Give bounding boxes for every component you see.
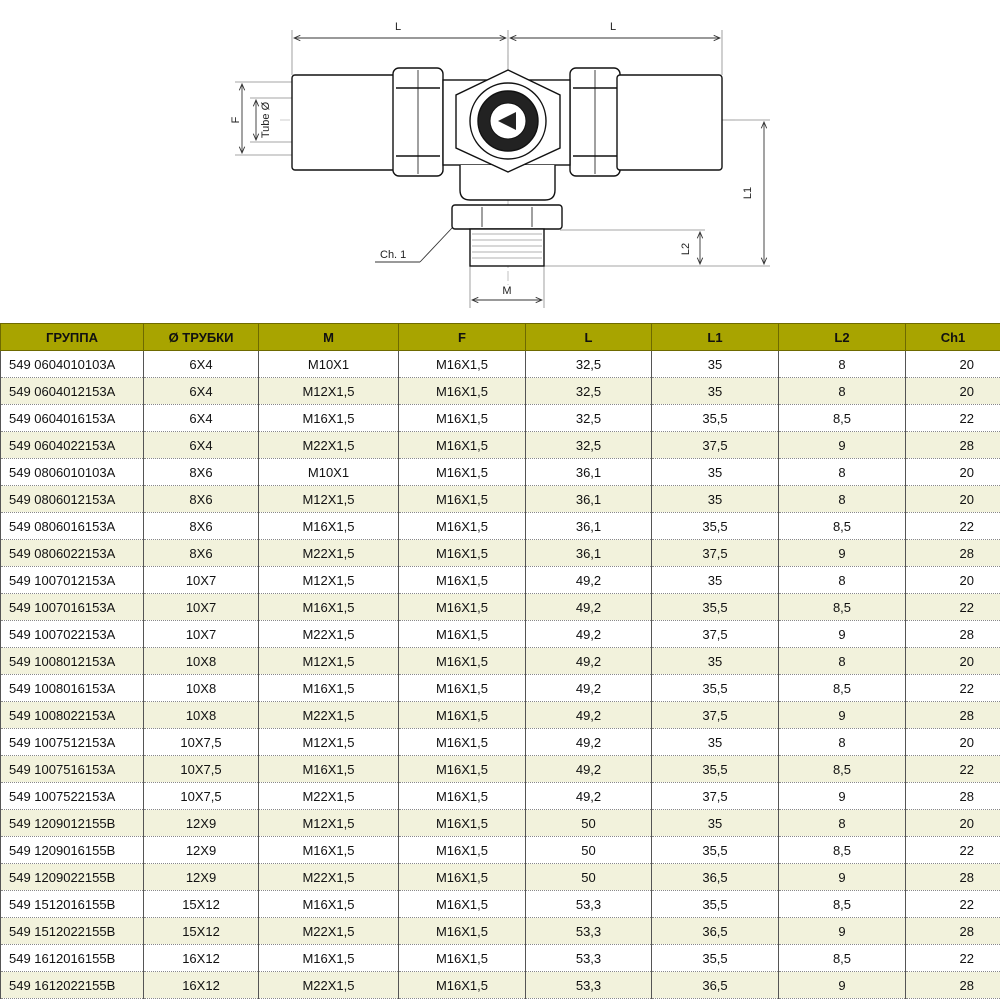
cell-ch1: 22: [906, 675, 1000, 702]
cell-l: 49,2: [526, 567, 652, 594]
cell-ch1: 28: [906, 783, 1000, 810]
cell-l: 49,2: [526, 594, 652, 621]
table-row: [1, 405, 1000, 432]
cell-f: M16X1,5: [399, 459, 526, 486]
cell-f: M16X1,5: [399, 378, 526, 405]
cell-group: 549 1209012155B: [1, 810, 144, 837]
cell-l1: 35: [652, 648, 779, 675]
cell-tube-diameter: 6X4: [144, 351, 259, 378]
cell-group: 549 1007022153A: [1, 621, 144, 648]
cell-f: M16X1,5: [399, 918, 526, 945]
table-row: [1, 621, 1000, 648]
cell-l2: 9: [779, 540, 906, 567]
cell-m: M16X1,5: [259, 675, 399, 702]
cell-ch1: 20: [906, 648, 1000, 675]
cell-l2: 8: [779, 648, 906, 675]
cell-m: M22X1,5: [259, 432, 399, 459]
cell-ch1: 20: [906, 810, 1000, 837]
cell-m: M16X1,5: [259, 513, 399, 540]
cell-group: 549 1209016155B: [1, 837, 144, 864]
cell-l1: 35,5: [652, 675, 779, 702]
cell-l: 32,5: [526, 378, 652, 405]
cell-l2: 8: [779, 810, 906, 837]
cell-ch1: 28: [906, 540, 1000, 567]
fitting-technical-drawing: [0, 0, 1000, 322]
cell-l1: 37,5: [652, 540, 779, 567]
specification-table: [0, 323, 1000, 999]
cell-l2: 8,5: [779, 891, 906, 918]
cell-l: 49,2: [526, 783, 652, 810]
cell-l1: 35: [652, 567, 779, 594]
cell-l: 36,1: [526, 459, 652, 486]
cell-group: 549 1612022155B: [1, 972, 144, 999]
cell-m: M12X1,5: [259, 378, 399, 405]
cell-m: M16X1,5: [259, 837, 399, 864]
table-row: [1, 837, 1000, 864]
table-row: [1, 675, 1000, 702]
cell-l1: 35,5: [652, 594, 779, 621]
table-row: [1, 486, 1000, 513]
cell-tube-diameter: 10X7: [144, 594, 259, 621]
cell-l: 53,3: [526, 918, 652, 945]
cell-l: 36,1: [526, 540, 652, 567]
cell-l1: 36,5: [652, 972, 779, 999]
cell-group: 549 1007016153A: [1, 594, 144, 621]
cell-l2: 9: [779, 432, 906, 459]
table-row: [1, 972, 1000, 999]
cell-tube-diameter: 6X4: [144, 432, 259, 459]
cell-m: M12X1,5: [259, 648, 399, 675]
cell-f: M16X1,5: [399, 810, 526, 837]
cell-tube-diameter: 12X9: [144, 810, 259, 837]
header-l2: L2: [779, 324, 906, 351]
cell-m: M12X1,5: [259, 486, 399, 513]
cell-group: 549 1007516153A: [1, 756, 144, 783]
cell-ch1: 20: [906, 351, 1000, 378]
cell-l: 50: [526, 837, 652, 864]
cell-l1: 35: [652, 378, 779, 405]
cell-l2: 9: [779, 918, 906, 945]
cell-m: M16X1,5: [259, 945, 399, 972]
cell-l2: 8,5: [779, 675, 906, 702]
table-row: [1, 567, 1000, 594]
cell-group: 549 1008012153A: [1, 648, 144, 675]
cell-group: 549 1209022155B: [1, 864, 144, 891]
cell-group: 549 1008016153A: [1, 675, 144, 702]
cell-group: 549 1007522153A: [1, 783, 144, 810]
cell-l2: 9: [779, 864, 906, 891]
cell-f: M16X1,5: [399, 648, 526, 675]
cell-tube-diameter: 10X7: [144, 621, 259, 648]
cell-l2: 9: [779, 621, 906, 648]
table-row: [1, 702, 1000, 729]
cell-tube-diameter: 10X8: [144, 702, 259, 729]
cell-group: 549 0806016153A: [1, 513, 144, 540]
cell-tube-diameter: 8X6: [144, 486, 259, 513]
cell-tube-diameter: 10X7,5: [144, 756, 259, 783]
cell-group: 549 1512022155B: [1, 918, 144, 945]
cell-ch1: 22: [906, 945, 1000, 972]
header-m: M: [259, 324, 399, 351]
header-row: [1, 324, 1000, 351]
header-f: F: [399, 324, 526, 351]
label-L1: L1: [742, 186, 754, 200]
cell-l: 49,2: [526, 702, 652, 729]
cell-l2: 8: [779, 459, 906, 486]
table-row: [1, 729, 1000, 756]
cell-l: 53,3: [526, 972, 652, 999]
cell-l: 50: [526, 810, 652, 837]
cell-f: M16X1,5: [399, 702, 526, 729]
label-Ch: Ch. 1: [380, 249, 407, 261]
cell-l: 49,2: [526, 621, 652, 648]
table-body: [1, 351, 1000, 999]
cell-ch1: 20: [906, 729, 1000, 756]
label-F: F: [230, 116, 242, 124]
cell-m: M10X1: [259, 351, 399, 378]
cell-f: M16X1,5: [399, 567, 526, 594]
cell-f: M16X1,5: [399, 486, 526, 513]
cell-l: 32,5: [526, 405, 652, 432]
cell-l1: 35: [652, 729, 779, 756]
cell-l2: 9: [779, 702, 906, 729]
cell-f: M16X1,5: [399, 945, 526, 972]
label-L-left: L: [394, 21, 402, 33]
cell-group: 549 1612016155B: [1, 945, 144, 972]
cell-m: M12X1,5: [259, 810, 399, 837]
label-L-right: L: [609, 21, 617, 33]
cell-l: 32,5: [526, 432, 652, 459]
cell-l: 36,1: [526, 486, 652, 513]
cell-ch1: 22: [906, 891, 1000, 918]
cell-tube-diameter: 10X7: [144, 567, 259, 594]
cell-ch1: 20: [906, 567, 1000, 594]
table-header: [1, 324, 1000, 351]
cell-ch1: 28: [906, 432, 1000, 459]
cell-ch1: 28: [906, 918, 1000, 945]
cell-f: M16X1,5: [399, 783, 526, 810]
cell-ch1: 28: [906, 702, 1000, 729]
table-row: [1, 918, 1000, 945]
cell-ch1: 20: [906, 459, 1000, 486]
cell-f: M16X1,5: [399, 540, 526, 567]
cell-group: 549 0604016153A: [1, 405, 144, 432]
cell-l1: 35: [652, 810, 779, 837]
cell-group: 549 0806022153A: [1, 540, 144, 567]
cell-m: M16X1,5: [259, 891, 399, 918]
cell-tube-diameter: 15X12: [144, 891, 259, 918]
cell-tube-diameter: 10X8: [144, 648, 259, 675]
cell-l2: 8: [779, 567, 906, 594]
cell-m: M22X1,5: [259, 918, 399, 945]
cell-m: M12X1,5: [259, 567, 399, 594]
cell-m: M22X1,5: [259, 540, 399, 567]
cell-l1: 37,5: [652, 702, 779, 729]
table-row: [1, 432, 1000, 459]
cell-group: 549 0604012153A: [1, 378, 144, 405]
header-l: L: [526, 324, 652, 351]
cell-l: 32,5: [526, 351, 652, 378]
cell-l: 53,3: [526, 945, 652, 972]
cell-l1: 35,5: [652, 513, 779, 540]
cell-group: 549 1512016155B: [1, 891, 144, 918]
cell-m: M16X1,5: [259, 756, 399, 783]
table-row: [1, 513, 1000, 540]
table-row: [1, 756, 1000, 783]
table-row: [1, 594, 1000, 621]
cell-l: 49,2: [526, 675, 652, 702]
cell-m: M22X1,5: [259, 783, 399, 810]
cell-tube-diameter: 12X9: [144, 837, 259, 864]
cell-l1: 35,5: [652, 405, 779, 432]
cell-m: M10X1: [259, 459, 399, 486]
cell-l2: 8: [779, 378, 906, 405]
header-ch1: Ch1: [906, 324, 1000, 351]
cell-l2: 8,5: [779, 594, 906, 621]
table-row: [1, 945, 1000, 972]
cell-l2: 8,5: [779, 756, 906, 783]
cell-f: M16X1,5: [399, 351, 526, 378]
label-tube: Tube Ø: [260, 101, 272, 139]
cell-ch1: 28: [906, 621, 1000, 648]
cell-l: 53,3: [526, 891, 652, 918]
cell-l1: 37,5: [652, 621, 779, 648]
table-row: [1, 648, 1000, 675]
cell-f: M16X1,5: [399, 972, 526, 999]
cell-group: 549 0604022153A: [1, 432, 144, 459]
table-row: [1, 891, 1000, 918]
cell-m: M16X1,5: [259, 594, 399, 621]
cell-group: 549 0604010103A: [1, 351, 144, 378]
cell-l: 50: [526, 864, 652, 891]
cell-l1: 35: [652, 486, 779, 513]
cell-m: M22X1,5: [259, 972, 399, 999]
cell-m: M22X1,5: [259, 864, 399, 891]
cell-f: M16X1,5: [399, 756, 526, 783]
cell-l2: 8,5: [779, 837, 906, 864]
table-row: [1, 459, 1000, 486]
cell-tube-diameter: 6X4: [144, 405, 259, 432]
cell-l1: 35,5: [652, 837, 779, 864]
cell-f: M16X1,5: [399, 837, 526, 864]
header-group: ГРУППА: [1, 324, 144, 351]
cell-ch1: 22: [906, 513, 1000, 540]
cell-ch1: 22: [906, 837, 1000, 864]
header-l1: L1: [652, 324, 779, 351]
cell-f: M16X1,5: [399, 675, 526, 702]
cell-ch1: 28: [906, 972, 1000, 999]
table-row: [1, 783, 1000, 810]
cell-l2: 8: [779, 351, 906, 378]
cell-l: 36,1: [526, 513, 652, 540]
cell-f: M16X1,5: [399, 729, 526, 756]
cell-ch1: 22: [906, 756, 1000, 783]
cell-group: 549 0806010103A: [1, 459, 144, 486]
cell-f: M16X1,5: [399, 513, 526, 540]
header-tube-diameter: Ø ТРУБКИ: [144, 324, 259, 351]
cell-m: M22X1,5: [259, 621, 399, 648]
cell-l: 49,2: [526, 756, 652, 783]
cell-tube-diameter: 16X12: [144, 945, 259, 972]
cell-ch1: 20: [906, 378, 1000, 405]
cell-m: M12X1,5: [259, 729, 399, 756]
cell-tube-diameter: 8X6: [144, 540, 259, 567]
cell-l1: 35: [652, 351, 779, 378]
cell-l2: 9: [779, 783, 906, 810]
cell-tube-diameter: 8X6: [144, 459, 259, 486]
cell-l1: 35,5: [652, 756, 779, 783]
label-L2: L2: [680, 242, 692, 256]
table-row: [1, 540, 1000, 567]
cell-f: M16X1,5: [399, 432, 526, 459]
cell-l1: 37,5: [652, 783, 779, 810]
cell-f: M16X1,5: [399, 405, 526, 432]
cell-f: M16X1,5: [399, 864, 526, 891]
cell-l1: 36,5: [652, 918, 779, 945]
cell-f: M16X1,5: [399, 621, 526, 648]
cell-l1: 35,5: [652, 891, 779, 918]
table-row: [1, 378, 1000, 405]
cell-m: M22X1,5: [259, 702, 399, 729]
cell-tube-diameter: 15X12: [144, 918, 259, 945]
cell-tube-diameter: 6X4: [144, 378, 259, 405]
cell-l1: 36,5: [652, 864, 779, 891]
cell-group: 549 0806012153A: [1, 486, 144, 513]
table-row: [1, 351, 1000, 378]
cell-l: 49,2: [526, 729, 652, 756]
cell-ch1: 22: [906, 405, 1000, 432]
cell-tube-diameter: 12X9: [144, 864, 259, 891]
cell-tube-diameter: 8X6: [144, 513, 259, 540]
cell-tube-diameter: 10X8: [144, 675, 259, 702]
cell-l2: 8,5: [779, 945, 906, 972]
cell-l1: 37,5: [652, 432, 779, 459]
label-M: M: [502, 285, 512, 297]
table-row: [1, 864, 1000, 891]
cell-group: 549 1007512153A: [1, 729, 144, 756]
cell-l1: 35,5: [652, 945, 779, 972]
cell-f: M16X1,5: [399, 891, 526, 918]
table-row: [1, 810, 1000, 837]
cell-l: 49,2: [526, 648, 652, 675]
cell-tube-diameter: 10X7,5: [144, 783, 259, 810]
cell-l1: 35: [652, 459, 779, 486]
cell-l2: 8: [779, 729, 906, 756]
cell-tube-diameter: 10X7,5: [144, 729, 259, 756]
cell-group: 549 1007012153A: [1, 567, 144, 594]
cell-l2: 9: [779, 972, 906, 999]
cell-l2: 8: [779, 486, 906, 513]
cell-f: M16X1,5: [399, 594, 526, 621]
cell-ch1: 20: [906, 486, 1000, 513]
cell-ch1: 22: [906, 594, 1000, 621]
cell-m: M16X1,5: [259, 405, 399, 432]
cell-tube-diameter: 16X12: [144, 972, 259, 999]
cell-l2: 8,5: [779, 405, 906, 432]
cell-l2: 8,5: [779, 513, 906, 540]
cell-group: 549 1008022153A: [1, 702, 144, 729]
cell-ch1: 28: [906, 864, 1000, 891]
